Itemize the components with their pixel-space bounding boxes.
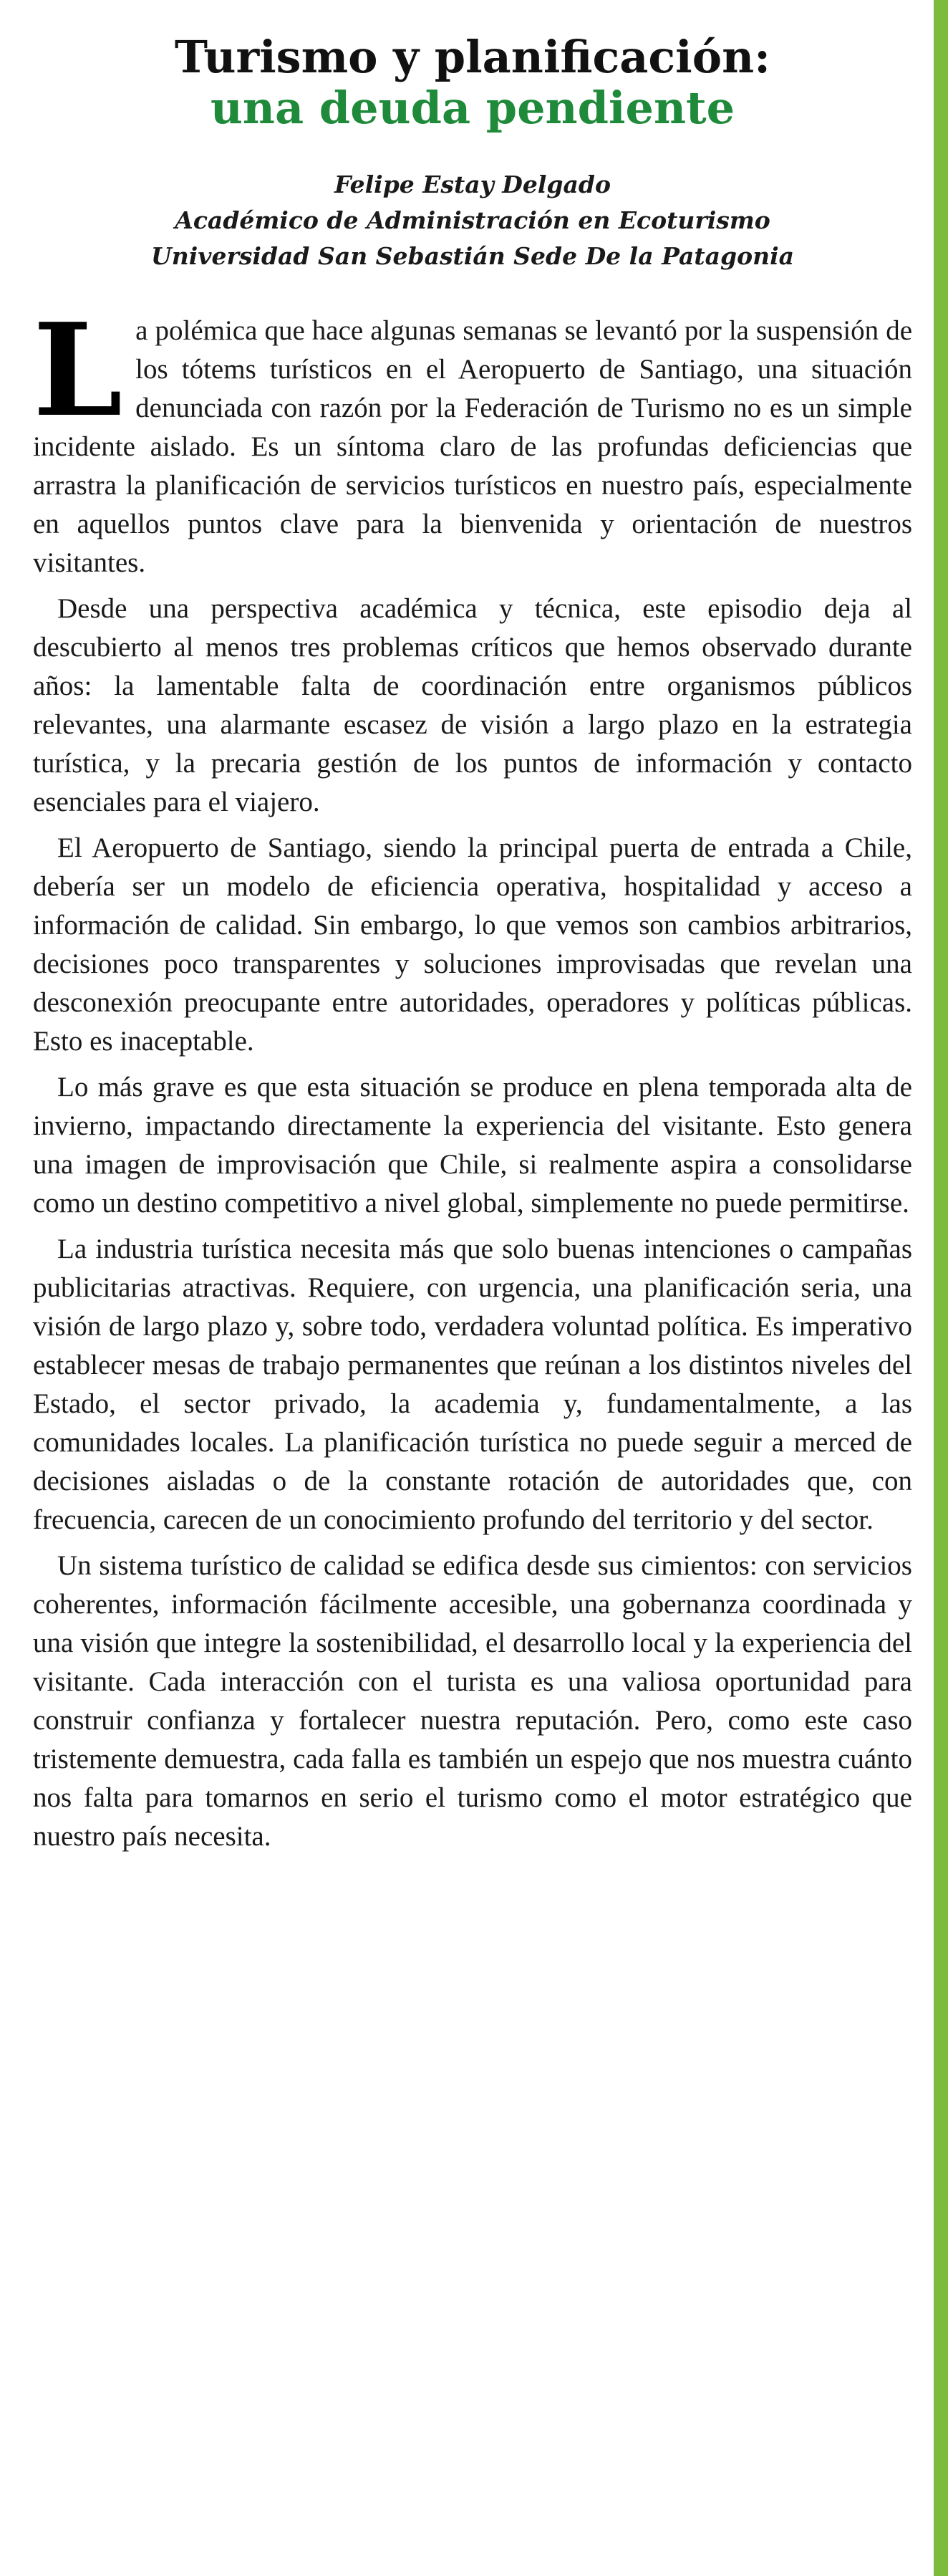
article-body [33,294,912,1856]
paragraph-1-text: a polémica que hace algunas semanas se levantó por la suspensión de los tótems turísticos en el Aeropuerto de Santiago, una situación denunciada con razón por la Federación de Turismo no es un simple incidente aislado. Es un síntoma claro de las profundas deficiencias que arrastra la planificación de servicios turísticos en nuestro país, especialmente en aquellos puntos clave para la bienvenida y orientación de nuestros visitantes. [33,314,912,578]
paragraph-4: Lo más grave es que esta situación se produce en plena temporada alta de invierno, impactando directamente la experiencia del visitante. Esto genera una imagen de improvisación que Chile, si realmente aspira a consolidarse como un destino competitivo a nivel global, simplemente no puede permitirse. [33,1071,912,1219]
paragraph-3: El Aeropuerto de Santiago, siendo la principal puerta de entrada a Chile, debería ser un modelo de eficiencia operativa, hospitalidad y acceso a información de calidad. Sin embargo, lo que vemos son cambios arbitrarios, decisiones poco transparentes y soluciones improvisadas que revelan una desconexión preocupante entre autoridades, operadores y políticas públicas. Esto es inaceptable. [33,832,912,1057]
article [33,32,912,1863]
byline-author: Felipe Estay Delgado [334,170,611,198]
paragraph-5: La industria turística necesita más que solo buenas intenciones o campañas publicitarias atractivas. Requiere, con urgencia, una planificación seria, una visión de largo plazo y, sobre todo, verdadera voluntad política. Es imperativo establecer mesas de trabajo permanentes que reúnan a los distintos niveles del Estado, el sector privado, la academia y, fundamentalmente, a las comunidades locales. La planificación turística no puede seguir a merced de decisiones aisladas o de la constante rotación de autoridades que, con frecuencia, carecen de un conocimiento profundo del territorio y del sector. [33,1233,912,1535]
paragraph-2: Desde una perspectiva académica y técnica, este episodio deja al descubierto al menos tres problemas críticos que hemos observado durante años: la lamentable falta de coordinación entre organismos públicos relevantes, una alarmante escasez de visión a largo plazo en la estrategia turística, y la precaria gestión de los puntos de información y contacto esenciales para el viajero. [33,592,912,817]
green-edge-stripe [934,0,948,2576]
paragraph-6: Un sistema turístico de calidad se edifica desde sus cimientos: con servicios coherentes, información fácilmente accesible, una gobernanza coordinada y una visión que integre la sostenibilidad, el desarrollo local y la experiencia del visitante. Cada interacción con el turista es una valiosa oportunidad para construir confianza y fortalecer nuestra reputación. Pero, como este caso tristemente demuestra, cada falla es también un espejo que nos muestra cuánto nos falta para tomarnos en serio el turismo como el motor estratégico que nuestro país necesita. [33,1549,912,1852]
byline-role: Académico de Administración en Ecoturismo [175,206,770,234]
paragraph-1 [33,294,912,582]
drop-cap: L [33,294,123,445]
headline-line1: Turismo y planificación: [174,31,771,83]
headline [33,32,912,134]
byline-institution: Universidad San Sebastián Sede De la Patagonia [150,241,795,270]
headline-line2: una deuda pendiente [210,82,735,135]
byline [33,167,912,274]
